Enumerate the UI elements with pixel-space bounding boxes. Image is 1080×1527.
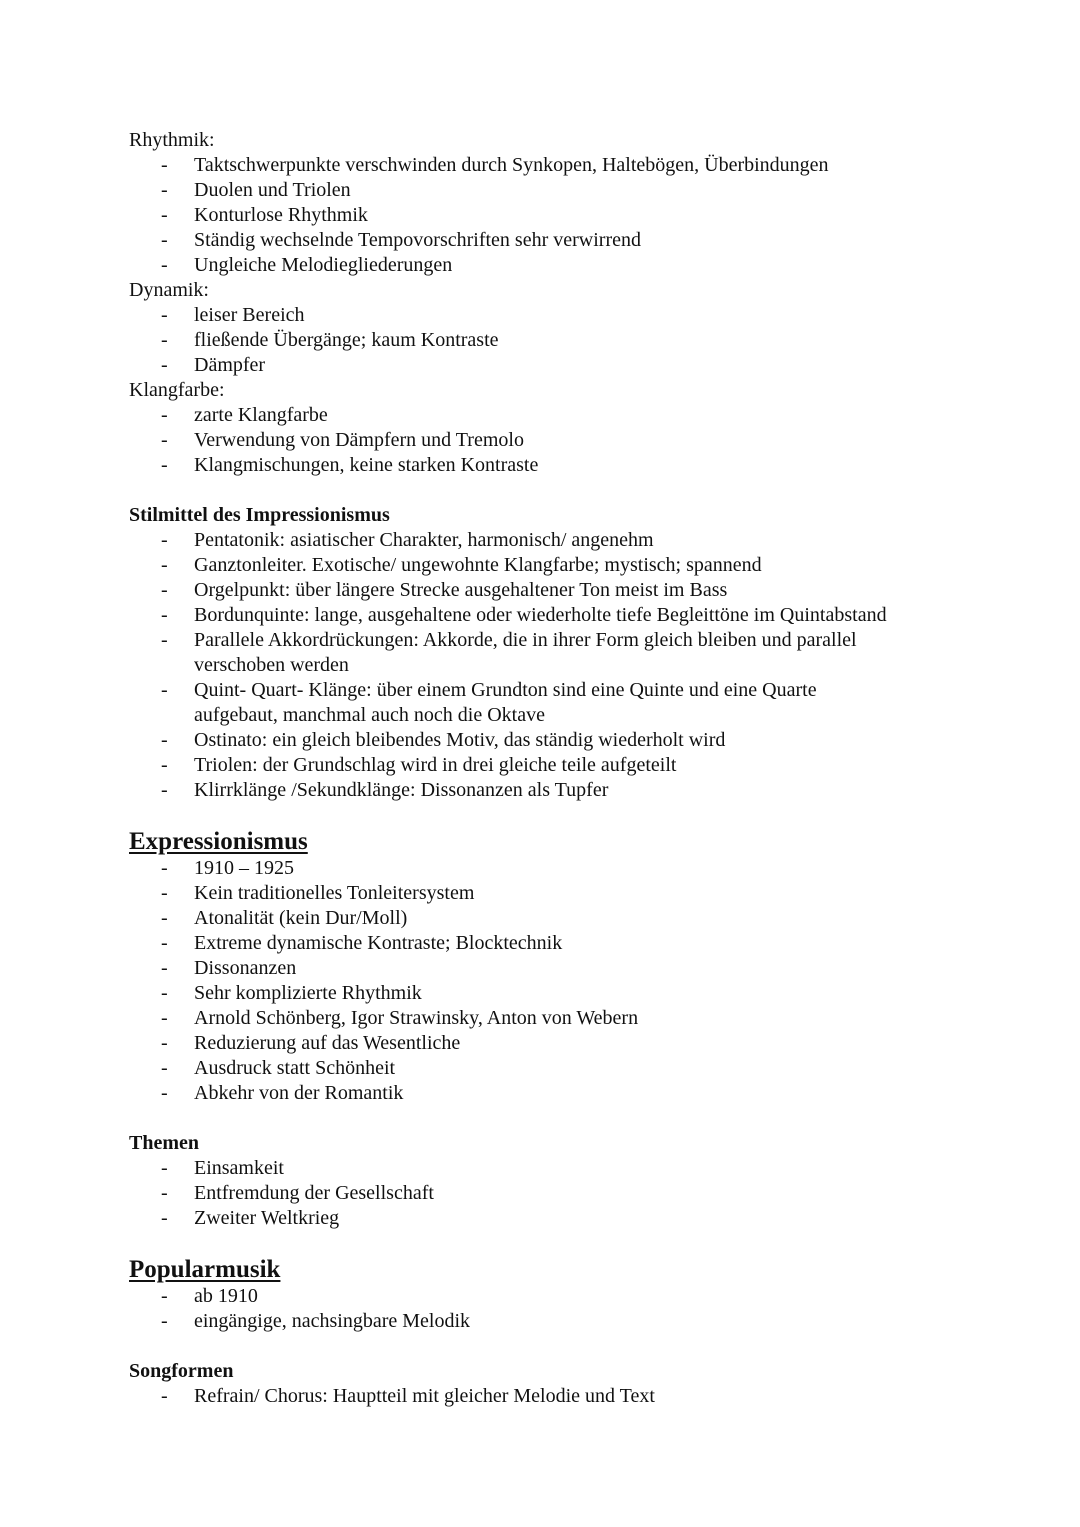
list-item: - Kein traditionelles Tonleitersystem (161, 882, 475, 904)
list-item: - 1910 – 1925 (161, 857, 294, 879)
list-item: - Dissonanzen (161, 957, 297, 979)
list-item: - Ungleiche Melodiegliederungen (161, 254, 453, 276)
songformen-list (129, 1384, 989, 1409)
spacer (129, 478, 989, 503)
list-item: - Triolen: der Grundschlag wird in drei gleiche teile aufgeteilt (161, 754, 677, 776)
spacer (129, 1231, 989, 1256)
list-item: - leiser Bereich (161, 304, 305, 326)
list-item: - Dämpfer (161, 354, 266, 376)
dynamik-label: Dynamik: (129, 279, 209, 301)
list-item: - Atonalität (kein Dur/Moll) (161, 907, 408, 929)
list-item: - Pentatonik: asiatischer Charakter, harmonisch/ angenehm (161, 529, 654, 551)
list-item: - Ausdruck statt Schönheit (161, 1057, 396, 1079)
popularmusik-title: Popularmusik (129, 1256, 281, 1283)
list-item: - Taktschwerpunkte verschwinden durch Synkopen, Haltebögen, Überbindungen (161, 154, 829, 176)
list-item: - Entfremdung der Gesellschaft (161, 1182, 434, 1204)
spacer (129, 803, 989, 828)
document-page (129, 128, 989, 1409)
list-item: - eingängige, nachsingbare Melodik (161, 1310, 471, 1332)
list-item: - Konturlose Rhythmik (161, 204, 368, 226)
list-item: - Parallele Akkordrückungen: Akkorde, die in ihrer Form gleich bleiben und parallel verschoben werden (161, 629, 857, 676)
stilmittel-heading: Stilmittel des Impressionismus (129, 504, 390, 526)
list-item: - Ostinato: ein gleich bleibendes Motiv, das ständig wiederholt wird (161, 729, 726, 751)
list-item: - Ganztonleiter. Exotische/ ungewohnte Klangfarbe; mystisch; spannend (161, 554, 762, 576)
list-item: - Duolen und Triolen (161, 179, 351, 201)
list-item: - Sehr komplizierte Rhythmik (161, 982, 422, 1004)
songformen-heading: Songformen (129, 1360, 234, 1382)
expressionismus-title: Expressionismus (129, 828, 308, 855)
list-item: - zarte Klangfarbe (161, 404, 328, 426)
spacer (129, 1334, 989, 1359)
list-item: - Ständig wechselnde Tempovorschriften sehr verwirrend (161, 229, 641, 251)
list-item: - ab 1910 (161, 1285, 258, 1307)
list-item: - Abkehr von der Romantik (161, 1082, 404, 1104)
stilmittel-list (129, 528, 989, 803)
list-item: - Bordunquinte: lange, ausgehaltene oder wiederholte tiefe Begleittöne im Quintabstand (161, 604, 887, 626)
list-item: - Klangmischungen, keine starken Kontraste (161, 454, 539, 476)
list-item: - Extreme dynamische Kontraste; Blocktechnik (161, 932, 563, 954)
list-item: - Zweiter Weltkrieg (161, 1207, 340, 1229)
rhythmik-label: Rhythmik: (129, 129, 215, 151)
popularmusik-list (129, 1284, 989, 1334)
klangfarbe-list (129, 403, 989, 478)
list-item: - Einsamkeit (161, 1157, 284, 1179)
list-item: - Refrain/ Chorus: Hauptteil mit gleicher Melodie und Text (161, 1385, 655, 1407)
list-item: - Reduzierung auf das Wesentliche (161, 1032, 461, 1054)
list-item: - Verwendung von Dämpfern und Tremolo (161, 429, 524, 451)
list-item: - Orgelpunkt: über längere Strecke ausgehaltener Ton meist im Bass (161, 579, 728, 601)
expressionismus-list (129, 856, 989, 1106)
klangfarbe-label: Klangfarbe: (129, 379, 225, 401)
dynamik-list (129, 303, 989, 378)
rhythmik-list (129, 153, 989, 278)
list-item: - fließende Übergänge; kaum Kontraste (161, 329, 499, 351)
spacer (129, 1106, 989, 1131)
list-item: - Quint- Quart- Klänge: über einem Grundton sind eine Quinte und eine Quarte aufgebaut, manchmal auch noch die Oktave (161, 679, 817, 726)
list-item: - Arnold Schönberg, Igor Strawinsky, Anton von Webern (161, 1007, 639, 1029)
themen-heading: Themen (129, 1132, 199, 1154)
themen-list (129, 1156, 989, 1231)
list-item: - Klirrklänge /Sekundklänge: Dissonanzen als Tupfer (161, 779, 609, 801)
